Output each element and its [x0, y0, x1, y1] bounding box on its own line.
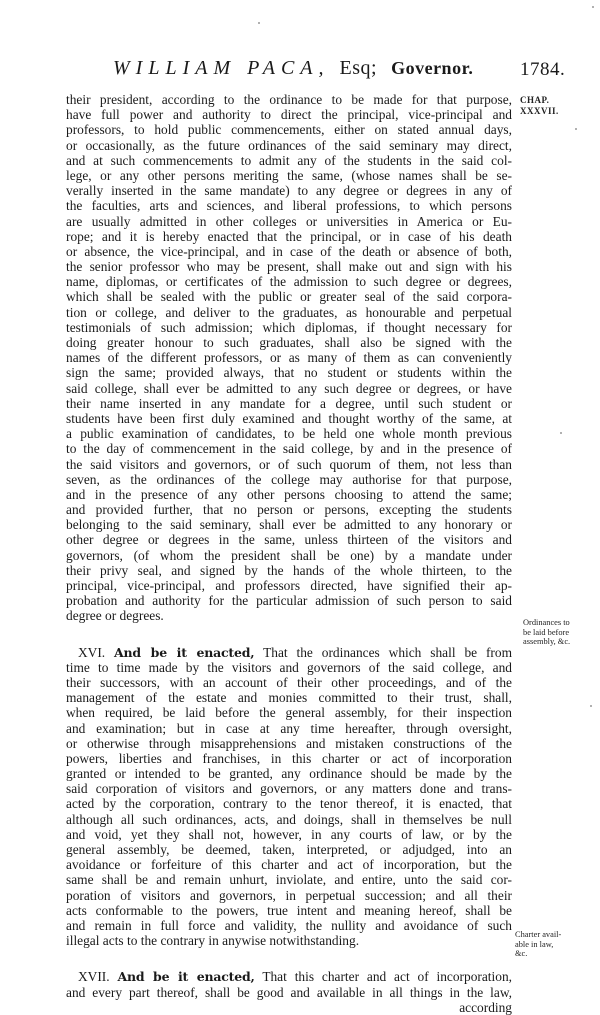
text-line: granted or intended to be granted, any ordinance should be made by the: [66, 766, 512, 782]
text-line: other degree or degrees in the same, unless thirteen of the visitors and: [66, 532, 512, 548]
text-line: said college, shall ever be admitted to any such degree or degrees, or have: [66, 380, 512, 396]
margin-chapter-label: [520, 95, 559, 117]
catchword: according: [459, 999, 512, 1015]
section-number: XVII.: [78, 969, 110, 985]
text-line: or otherwise through misapprehensions and mistaken constructions of the: [66, 735, 512, 751]
text-line: their successors, with an account of their other proceedings, and of the: [66, 674, 512, 690]
text-line: or occasionally, as the future ordinances of the said seminary may direct,: [66, 137, 512, 153]
text-line: professors, to hold public commencements, either on stated annual days,: [66, 122, 512, 138]
text-line: a public examination of candidates, to be held one whole month previous: [66, 426, 512, 442]
text-line: when required, be laid before the general assembly, for their inspection: [66, 705, 512, 721]
text-line: are usually admitted in other colleges or universities in America or Eu-: [66, 213, 512, 229]
text-line: probation and authority for the particular admission of such person to said: [66, 593, 512, 609]
text-line: same shall be and remain unhurt, inviolate, and entire, unto the said cor-: [66, 872, 512, 888]
text-line: and in the presence of any other persons choosing to attend the same;: [66, 486, 512, 502]
text-line: seven, as the ordinances of the college may authorise for that purpose,: [66, 471, 512, 487]
text-line: name, diplomas, or certificates of the admission to such degree or degrees,: [66, 274, 512, 290]
chapter-label: CHAP.: [520, 95, 550, 105]
text-line: time to time made by the visitors and governors of the said college, and: [66, 659, 512, 675]
running-header: [0, 57, 600, 81]
text-line: which shall be sealed with the public or greater seal of the said corpora-: [66, 289, 512, 305]
text-line: poration of visitors and governors, in perpetual succession; and all their: [66, 887, 512, 903]
governor-title: Governor.: [391, 58, 474, 78]
text-line: degree or degrees.: [66, 608, 164, 624]
text-line: sign the same; provided always, that no student or students within the: [66, 365, 512, 381]
section-16-body: [66, 660, 512, 949]
text-line: doing greater honour to such graduates, shall also be signed with the: [66, 335, 512, 350]
text-line: the said visitors and governors, or of such quorum of them, not less than: [66, 456, 512, 472]
text-line: principal, vice-principal, and professors directed, have signified their ap-: [66, 578, 512, 593]
text-line: or absence, the vice-principal, and in case of the death or absence of both,: [66, 243, 512, 259]
section-16: [66, 645, 512, 949]
text-line: their president, according to the ordinance to be made for that purpose,: [66, 92, 512, 107]
text-line: their name inserted in any mandate for a degree, until such student or: [66, 395, 512, 411]
text-line: tion or college, and deliver to the graduates, as honourable and perpetual: [66, 304, 512, 320]
text-line: said corporation of visitors and governors, or any matters done and trans-: [66, 781, 512, 797]
margin-note-line: be laid before: [523, 627, 570, 637]
text-line: students have been first duly examined and thought worthy of the same, at: [66, 410, 512, 426]
text-line: names of the different professors, or as many of them as can conveniently: [66, 350, 512, 366]
text-line: and examination; but in case at any time hereafter, through oversight,: [66, 720, 512, 736]
text-line: lege, or any other persons meriting the same, (whose names shall be se-: [66, 167, 512, 183]
margin-note-line: able in law,: [515, 939, 554, 949]
margin-note-line: Charter avail-: [515, 930, 562, 939]
margin-note-line: assembly, &c.: [523, 637, 571, 646]
section-17-body: [66, 985, 512, 1000]
text-line: their privy seal, and signed by the hands of the whole thirteen, to the: [66, 562, 512, 578]
paragraph-continuation: [66, 92, 512, 624]
text-line: the faculties, arts and sciences, and liberal professions, to which persons: [66, 198, 512, 214]
section-text: That the ordinances which shall be from: [263, 644, 512, 660]
governor-name: WILLIAM PACA,: [113, 57, 330, 79]
margin-note-ordinances: [523, 618, 570, 647]
section-17: [66, 969, 512, 1015]
text-line: and at such commencements to admit any of the students in the said col-: [66, 152, 512, 168]
chapter-number: XXXVII.: [520, 106, 559, 116]
text-line: acts conformable to the powers, true intent and meaning hereof, shall be: [66, 902, 512, 918]
text-line: general assembly, be deemed, taken, interpreted, or adjudged, into an: [66, 842, 512, 857]
text-line: governors, (of whom the president shall be one) by a mandate under: [66, 547, 512, 563]
esquire-title: Esq;: [339, 57, 378, 79]
running-head: [113, 57, 473, 80]
text-line: and provided further, that no person or persons, excepting the students: [66, 502, 512, 518]
margin-note-line: &c.: [515, 949, 528, 958]
page-year: 1784.: [520, 59, 566, 80]
enacting-formula: And be it enacted,: [114, 644, 255, 660]
text-line: to the day of commencement in the said college, by and in the presence of: [66, 441, 512, 457]
section-17-first-line: [66, 969, 512, 984]
text-line: have full power and authority to direct the principal, vice-principal and: [66, 107, 512, 123]
section-16-first-line: [66, 645, 512, 660]
text-line: and void, yet they shall not, however, in any courts of law, or by the: [66, 826, 512, 842]
margin-note-charter: [515, 930, 561, 959]
text-line: and every part thereof, shall be good and available in all things in the law,: [66, 984, 512, 1000]
text-line: verally inserted in the same mandate) to any degree or degrees in any of: [66, 183, 512, 199]
text-line: powers, liberties and franchises, in this charter or act of incorporation: [66, 750, 512, 766]
text-line: rope; and it is hereby enacted that the principal, or in case of his death: [66, 228, 512, 244]
section-text: That this charter and act of incorporation,: [262, 969, 512, 985]
text-line: testimonials of such admission; which diplomas, if thought necessary for: [66, 319, 512, 335]
text-line: belonging to the said seminary, shall ever be admitted to any honorary or: [66, 517, 512, 533]
enacting-formula: And be it enacted,: [117, 969, 255, 985]
text-line: management of the estate and monies committed to their trust, shall,: [66, 690, 512, 706]
text-line: acted by the corporation, contrary to the tenor thereof, it is enacted, that: [66, 796, 512, 812]
text-line: and remain in full force and validity, the nullity and avoidance of such: [66, 917, 512, 933]
text-line: illegal acts to the contrary in anywise notwithstanding.: [66, 933, 360, 949]
text-line: although all such ordinances, acts, and doings, shall in themselves be null: [66, 811, 512, 827]
text-line: the senior professor who may be present, shall make out and sign with his: [66, 259, 512, 275]
text-line: avoidance or forfeiture of this charter and act of incorporation, but the: [66, 857, 512, 873]
body-text: [66, 92, 512, 1015]
margin-note-line: Ordinances to: [523, 618, 570, 627]
section-number: XVI.: [78, 644, 106, 660]
